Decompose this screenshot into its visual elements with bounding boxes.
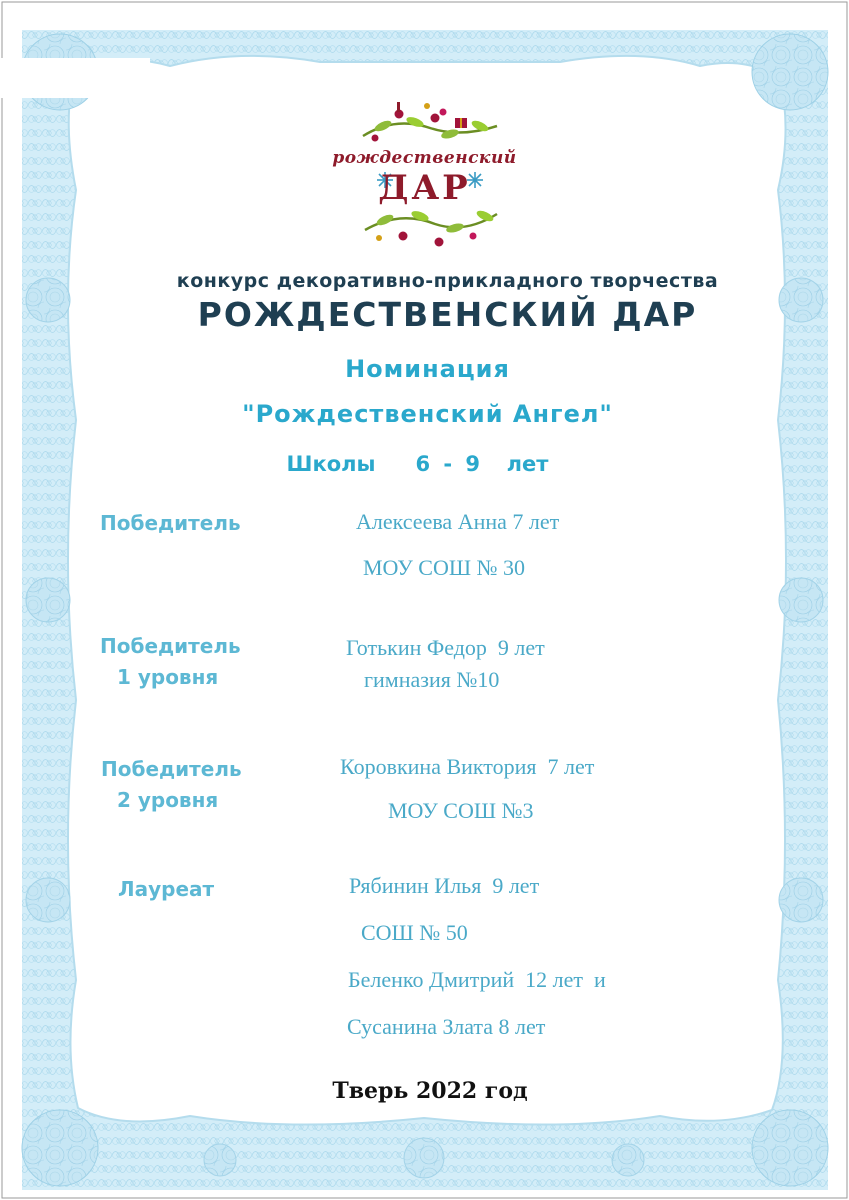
winner-name: Алексеева Анна 7 лет xyxy=(356,509,560,534)
logo-line-1: рождественский xyxy=(332,148,517,168)
footer-city-year: Тверь 2022 год xyxy=(332,1078,528,1104)
winner-school: СОШ № 50 xyxy=(361,920,468,945)
award-title: Победитель xyxy=(100,511,241,535)
nomination-label: Номинация xyxy=(345,355,510,383)
winner-school: МОУ СОШ №3 xyxy=(388,798,534,823)
winner-name: Готькин Федор 9 лет xyxy=(346,635,545,660)
contest-title: РОЖДЕСТВЕНСКИЙ ДАР xyxy=(197,295,698,334)
gift-icon xyxy=(455,118,467,128)
nomination-name: "Рождественский Ангел" xyxy=(242,400,613,428)
logo-line-2: ДАР xyxy=(378,168,471,208)
winner-name: Беленко Дмитрий 12 лет и xyxy=(348,967,606,992)
award-title: Победитель xyxy=(101,757,242,781)
award-title: Победитель xyxy=(100,634,241,658)
award-level: 1 уровня xyxy=(110,665,219,689)
winner-school: МОУ СОШ № 30 xyxy=(363,555,526,580)
award-title: Лауреат xyxy=(118,877,215,901)
winner-name: Рябинин Илья 9 лет xyxy=(349,873,540,898)
winner-name: Коровкина Виктория 7 лет xyxy=(340,754,595,779)
winner-school: гимназия №10 xyxy=(364,667,500,692)
award-level: 2 уровня xyxy=(110,788,219,812)
age-group: Школы 6 - 9 лет xyxy=(286,452,549,476)
winner-name: Сусанина Злата 8 лет xyxy=(347,1014,546,1039)
contest-subtitle: конкурс декоративно-прикладного творчества xyxy=(176,270,719,292)
